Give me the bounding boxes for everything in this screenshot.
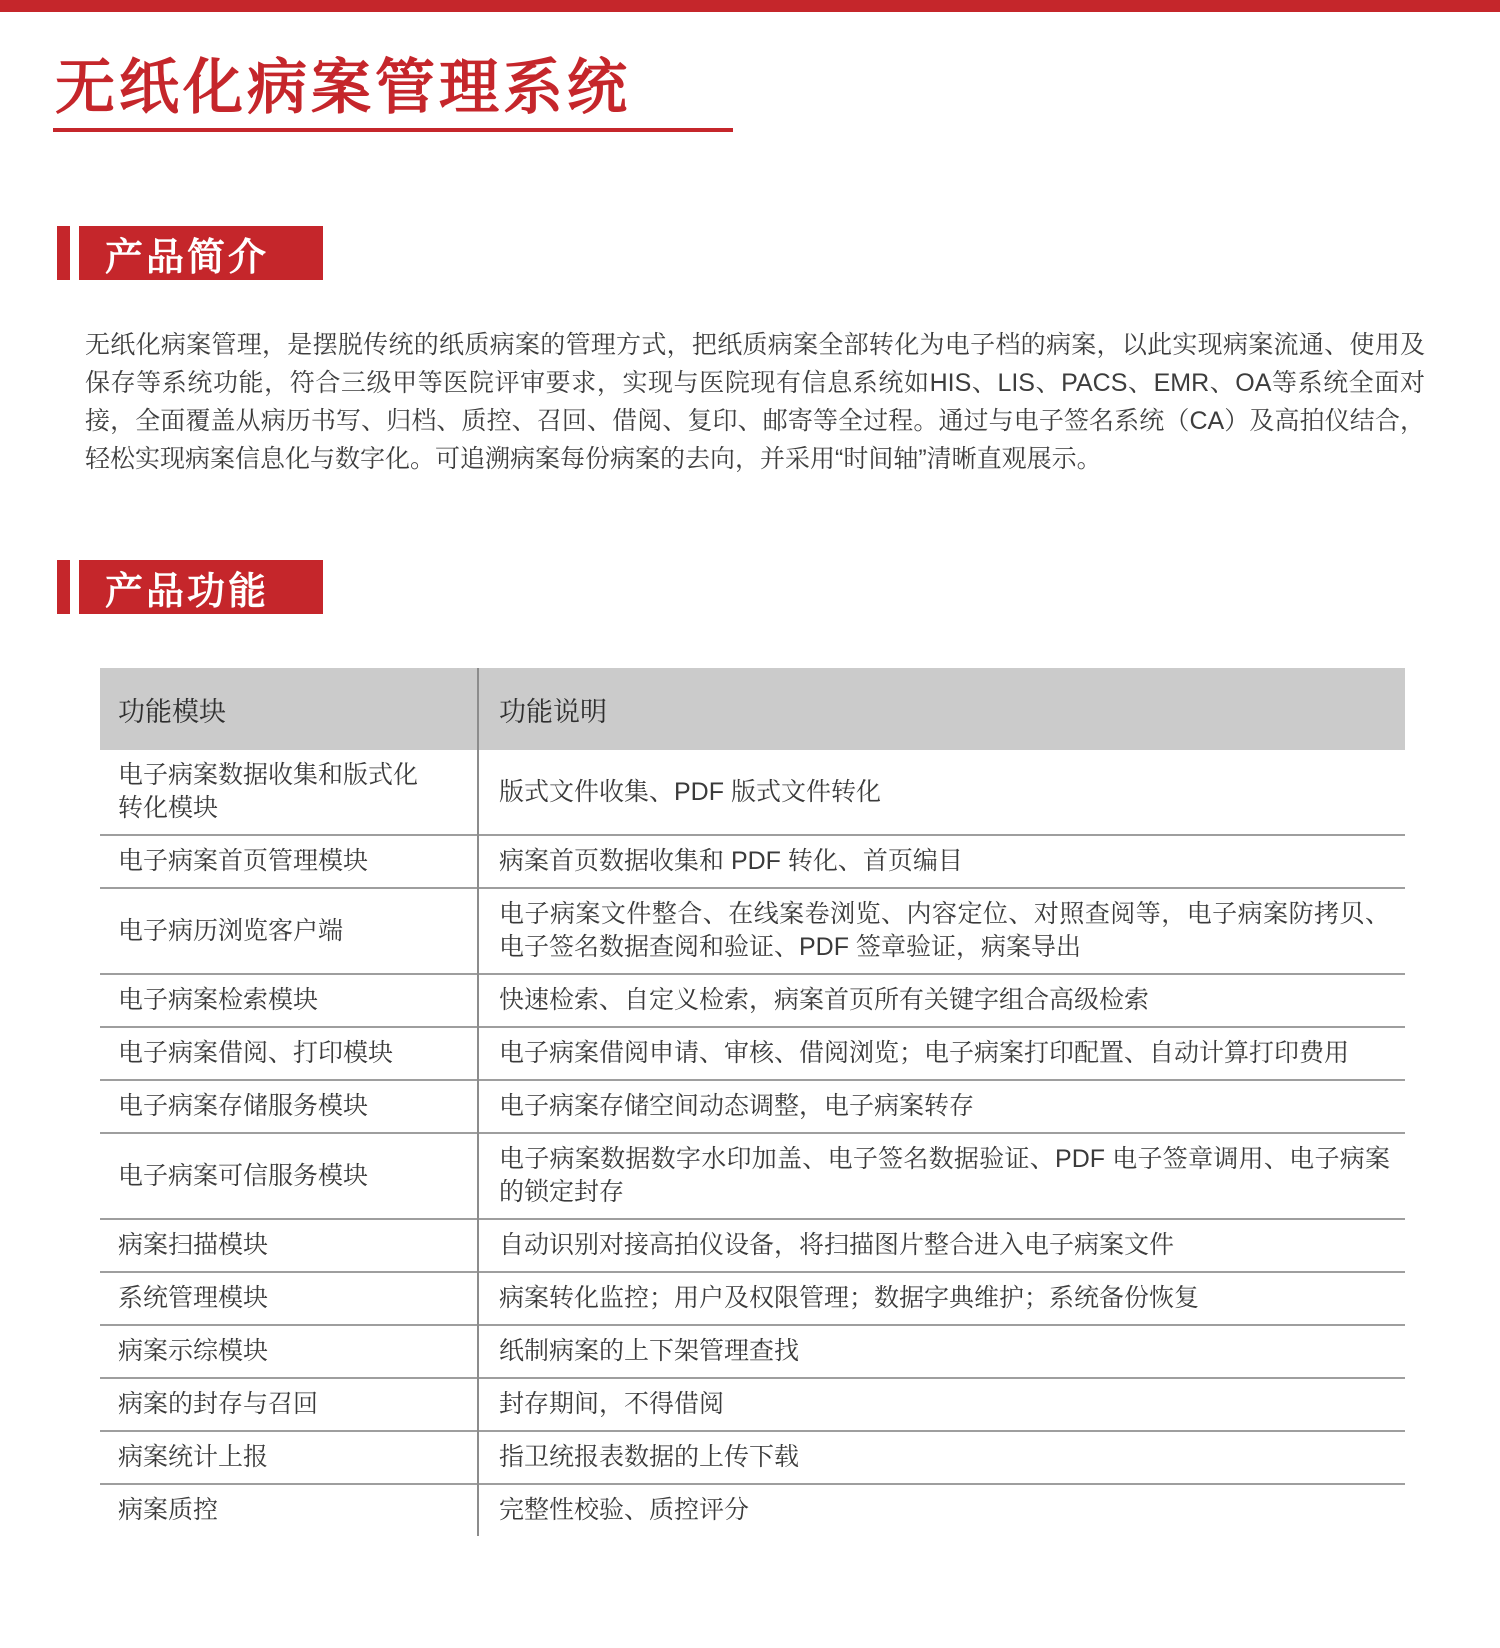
module-cell: 病案扫描模块 bbox=[100, 1219, 478, 1272]
table-row bbox=[100, 1431, 1405, 1484]
description-cell: 病案首页数据收集和 PDF 转化、首页编目 bbox=[478, 835, 1405, 888]
module-cell: 病案的封存与召回 bbox=[100, 1378, 478, 1431]
column-header-description: 功能说明 bbox=[478, 668, 1405, 750]
description-cell: 自动识别对接高拍仪设备，将扫描图片整合进入电子病案文件 bbox=[478, 1219, 1405, 1272]
module-cell: 电子病历浏览客户端 bbox=[100, 888, 478, 974]
module-cell: 电子病案首页管理模块 bbox=[100, 835, 478, 888]
section-heading-features: 产品功能 bbox=[79, 560, 323, 614]
module-cell: 电子病案数据收集和版式化转化模块 bbox=[100, 750, 478, 835]
table-row bbox=[100, 1027, 1405, 1080]
module-cell: 病案统计上报 bbox=[100, 1431, 478, 1484]
description-cell: 封存期间，不得借阅 bbox=[478, 1378, 1405, 1431]
description-cell: 电子病案数据数字水印加盖、电子签名数据验证、PDF 电子签章调用、电子病案的锁定封存 bbox=[478, 1133, 1405, 1219]
description-cell: 纸制病案的上下架管理查找 bbox=[478, 1325, 1405, 1378]
module-cell: 电子病案可信服务模块 bbox=[100, 1133, 478, 1219]
section-heading-intro: 产品简介 bbox=[79, 226, 323, 280]
table-row bbox=[100, 1272, 1405, 1325]
badge-accent-bar bbox=[57, 226, 70, 280]
description-cell: 完整性校验、质控评分 bbox=[478, 1484, 1405, 1536]
badge-accent-bar bbox=[57, 560, 70, 614]
title-underline bbox=[53, 128, 733, 132]
table-row bbox=[100, 1484, 1405, 1536]
section-badge-features bbox=[57, 560, 1500, 614]
features-table bbox=[100, 668, 1405, 1536]
top-red-bar bbox=[0, 0, 1500, 12]
description-cell: 指卫统报表数据的上传下载 bbox=[478, 1431, 1405, 1484]
module-cell: 病案质控 bbox=[100, 1484, 478, 1536]
module-cell: 系统管理模块 bbox=[100, 1272, 478, 1325]
table-row bbox=[100, 888, 1405, 974]
table-row bbox=[100, 1378, 1405, 1431]
table-row bbox=[100, 974, 1405, 1027]
section-badge-intro bbox=[57, 226, 1500, 280]
table-row bbox=[100, 750, 1405, 835]
module-cell: 电子病案检索模块 bbox=[100, 974, 478, 1027]
page-title: 无纸化病案管理系统 bbox=[55, 54, 631, 121]
module-cell: 电子病案借阅、打印模块 bbox=[100, 1027, 478, 1080]
description-cell: 版式文件收集、PDF 版式文件转化 bbox=[499, 777, 881, 806]
table-row bbox=[100, 835, 1405, 888]
description-cell: 病案转化监控；用户及权限管理；数据字典维护；系统备份恢复 bbox=[478, 1272, 1405, 1325]
table-row bbox=[100, 1219, 1405, 1272]
description-cell: 快速检索、自定义检索，病案首页所有关键字组合高级检索 bbox=[478, 974, 1405, 1027]
table-row bbox=[100, 1080, 1405, 1133]
column-header-module: 功能模块 bbox=[100, 668, 478, 750]
module-cell: 病案示综模块 bbox=[100, 1325, 478, 1378]
table-header-row bbox=[100, 668, 1405, 750]
table-row bbox=[100, 1325, 1405, 1378]
intro-paragraph: 无纸化病案管理，是摆脱传统的纸质病案的管理方式，把纸质病案全部转化为电子档的病案，以此实现病案流通、使用及保存等系统功能，符合三级甲等医院评审要求，实现与医院现有信息系统如HIS、LIS、PACS、EMR、OA等系统全面对接，全面覆盖从病历书写、归档、质控、召回、借阅、复印、邮寄等全过程。通过与电子签名系统（CA）及高拍仪结合，轻松实现病案信息化与数字化。可追溯病案每份病案的去向，并采用“时间轴”清晰直观展示。 bbox=[85, 331, 1425, 473]
description-cell: 电子病案文件整合、在线案卷浏览、内容定位、对照查阅等，电子病案防拷贝、电子签名数据查阅和验证、PDF 签章验证，病案导出 bbox=[478, 888, 1405, 974]
table-row bbox=[100, 1133, 1405, 1219]
module-cell: 电子病案存储服务模块 bbox=[100, 1080, 478, 1133]
description-cell: 电子病案借阅申请、审核、借阅浏览；电子病案打印配置、自动计算打印费用 bbox=[478, 1027, 1405, 1080]
description-cell: 电子病案存储空间动态调整，电子病案转存 bbox=[478, 1080, 1405, 1133]
